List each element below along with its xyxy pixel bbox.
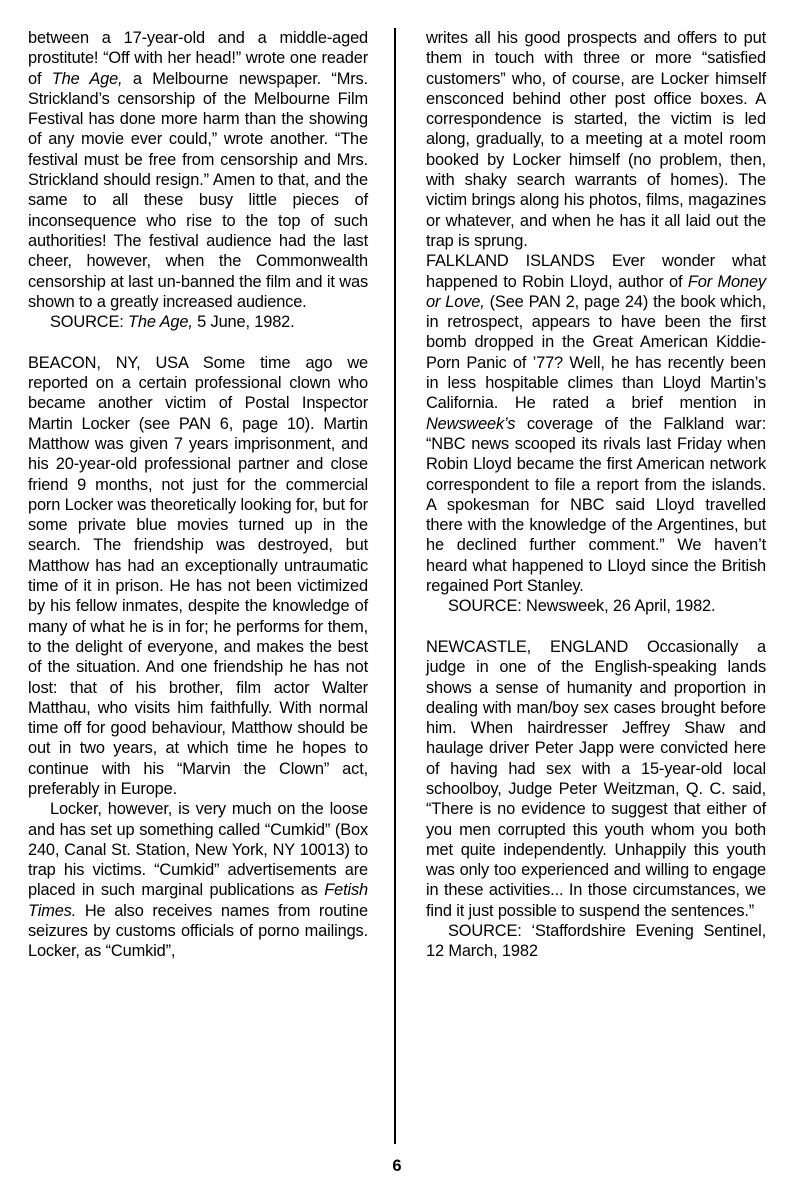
source-credit-staffordshire: SOURCE: ‘Staffordshire Evening Sentinel, 12 March, 1982 bbox=[426, 922, 766, 961]
story-heading-beacon: BEACON, NY, USA bbox=[28, 353, 188, 372]
italic-title-the-age-source: The Age, bbox=[128, 313, 193, 332]
text-run: Occasionally a judge in one of the English-speaking lands shows a sense of humanity and proportion in dealing with man/boy sex cases brought before him. When hairdresser Jeffrey Shaw and haulage driver Peter Japp were convicted here of having had sex with a 15-year-old local schoolboy, Judge Peter Weitzman, Q. C. said, “There is no evidence to suggest that either of you men corrupted this youth whom you both met quite independently. Unhappily this youth was only too experienced and willing to engage in these activities... In those circumstances, we find it just possible to suspend the sentences.” bbox=[426, 637, 766, 920]
source-credit-the-age bbox=[28, 312, 368, 332]
right-column bbox=[426, 28, 766, 962]
source-date: 5 June, 1982. bbox=[192, 313, 295, 332]
italic-title-the-age: The Age, bbox=[51, 69, 123, 88]
left-column bbox=[28, 28, 368, 962]
source-credit-newsweek: SOURCE: Newsweek, 26 April, 1982. bbox=[448, 597, 716, 616]
source-label: SOURCE: bbox=[50, 313, 129, 332]
story-beacon-continuation bbox=[426, 28, 766, 251]
story-beacon-paragraph-1 bbox=[28, 353, 368, 800]
italic-title-for-money-or-love: For Money or Love, bbox=[426, 272, 766, 311]
italic-title-fetish-times: Fetish Times. bbox=[28, 881, 368, 920]
text-run: coverage of the Falkland war: “NBC news scooped its rivals last Friday when Robin Lloyd became the first American network correspondent to file a report from the islands. A spokesman for NBC said Lloyd travelled there with the knowledge of the Argentines, but he declined further comment.” We haven’t heard what happened to Lloyd since the British regained Port Stanley. bbox=[426, 414, 766, 596]
story-heading-newcastle: NEWCASTLE, ENGLAND bbox=[426, 637, 629, 656]
paragraph-continued-the-age bbox=[28, 28, 368, 312]
page-number: 6 bbox=[392, 1157, 402, 1175]
text-run: Some time ago we reported on a certain professional clown who became another victim of Postal Inspector Martin Locker (see PAN 6, page 10). Martin Matthow was given 7 years imprisonment, and his 20-year-old professional partner and close friend 9 months, not just for the commercial porn Locker was theoretically looking for, but for some private blue movies turned up in the search. The friendship was destroyed, but Matthow has had an exceptionally untraumatic time of it in prison. He has not been victimized by his fellow inmates, despite the knowledge of many of what he is in for; he performs for them, to the delight of everyone, and makes the best of the situation. And one friendship he has not lost: that of his brother, film actor Walter Matthau, who visits him faithfully. With normal time off for good behaviour, Matthow should be out in two years, at which time he hopes to continue with his “Marvin the Clown” act, preferably in Europe. bbox=[28, 353, 368, 798]
column-divider-rule bbox=[394, 28, 396, 1144]
story-newcastle-paragraph bbox=[426, 637, 766, 921]
text-run: He also receives names from routine seizures by customs officials of porno mailings. Locker, as “Cumkid”, bbox=[28, 901, 368, 961]
story-falkland-paragraph bbox=[426, 251, 766, 596]
text-run: between a 17-year-old and a middle-aged prostitute! “Off with her head!” wrote one reader of bbox=[28, 29, 368, 88]
text-run: Melbourne newspaper. “Mrs. Strickland’s censorship of the Melbourne Film Festival has done more harm than the showing of any movie ever could,” wrote another. “The festival must be free from censorship and Mrs. Strickland should resign.” Amen to that, and the same to all these busy little pieces of inconsequence who rise to the top of such authorities! The festival audience had the last cheer, however, when the Commonwealth censorship at last un-banned the film and it was shown to a greatly increased audience. bbox=[28, 69, 368, 311]
italic-title-newsweek: Newsweek’s bbox=[426, 414, 516, 433]
story-heading-falkland: FALKLAND ISLANDS bbox=[426, 252, 595, 271]
text-run: Locker, however, is very much on the loose and has set up something called “Cumkid” (Box 240, Canal St. Station, New York, NY 10013) to trap his victims. “Cumkid” advertisements are placed in such marginal publications as bbox=[28, 800, 368, 900]
text-run: (See PAN 2, page 24) the book which, in retrospect, appears to have been the first bomb dropped in the Great American Kiddie-Porn Panic of ’77? Well, he has recently been in less hospitable climes than Lloyd Martin’s California. He rated a brief mention in bbox=[426, 292, 766, 413]
story-beacon-paragraph-2 bbox=[28, 799, 368, 961]
text-run: Ever wonder what happened to Robin Lloyd, author of bbox=[426, 252, 766, 291]
text-run: a bbox=[122, 69, 153, 88]
text-run: writes all his good prospects and offers to put them in touch with three or more “satisfied customers” who, of course, are Locker himself ensconced behind other post office boxes. A correspondence is started, the victim is led along, gradually, to a meeting at a motel room booked by Locker himself (no problem, then, with shaky search warrants of homes). The victim brings along his photos, films, magazines or whatever, and when he has it all laid out the trap is sprung. bbox=[426, 29, 766, 250]
